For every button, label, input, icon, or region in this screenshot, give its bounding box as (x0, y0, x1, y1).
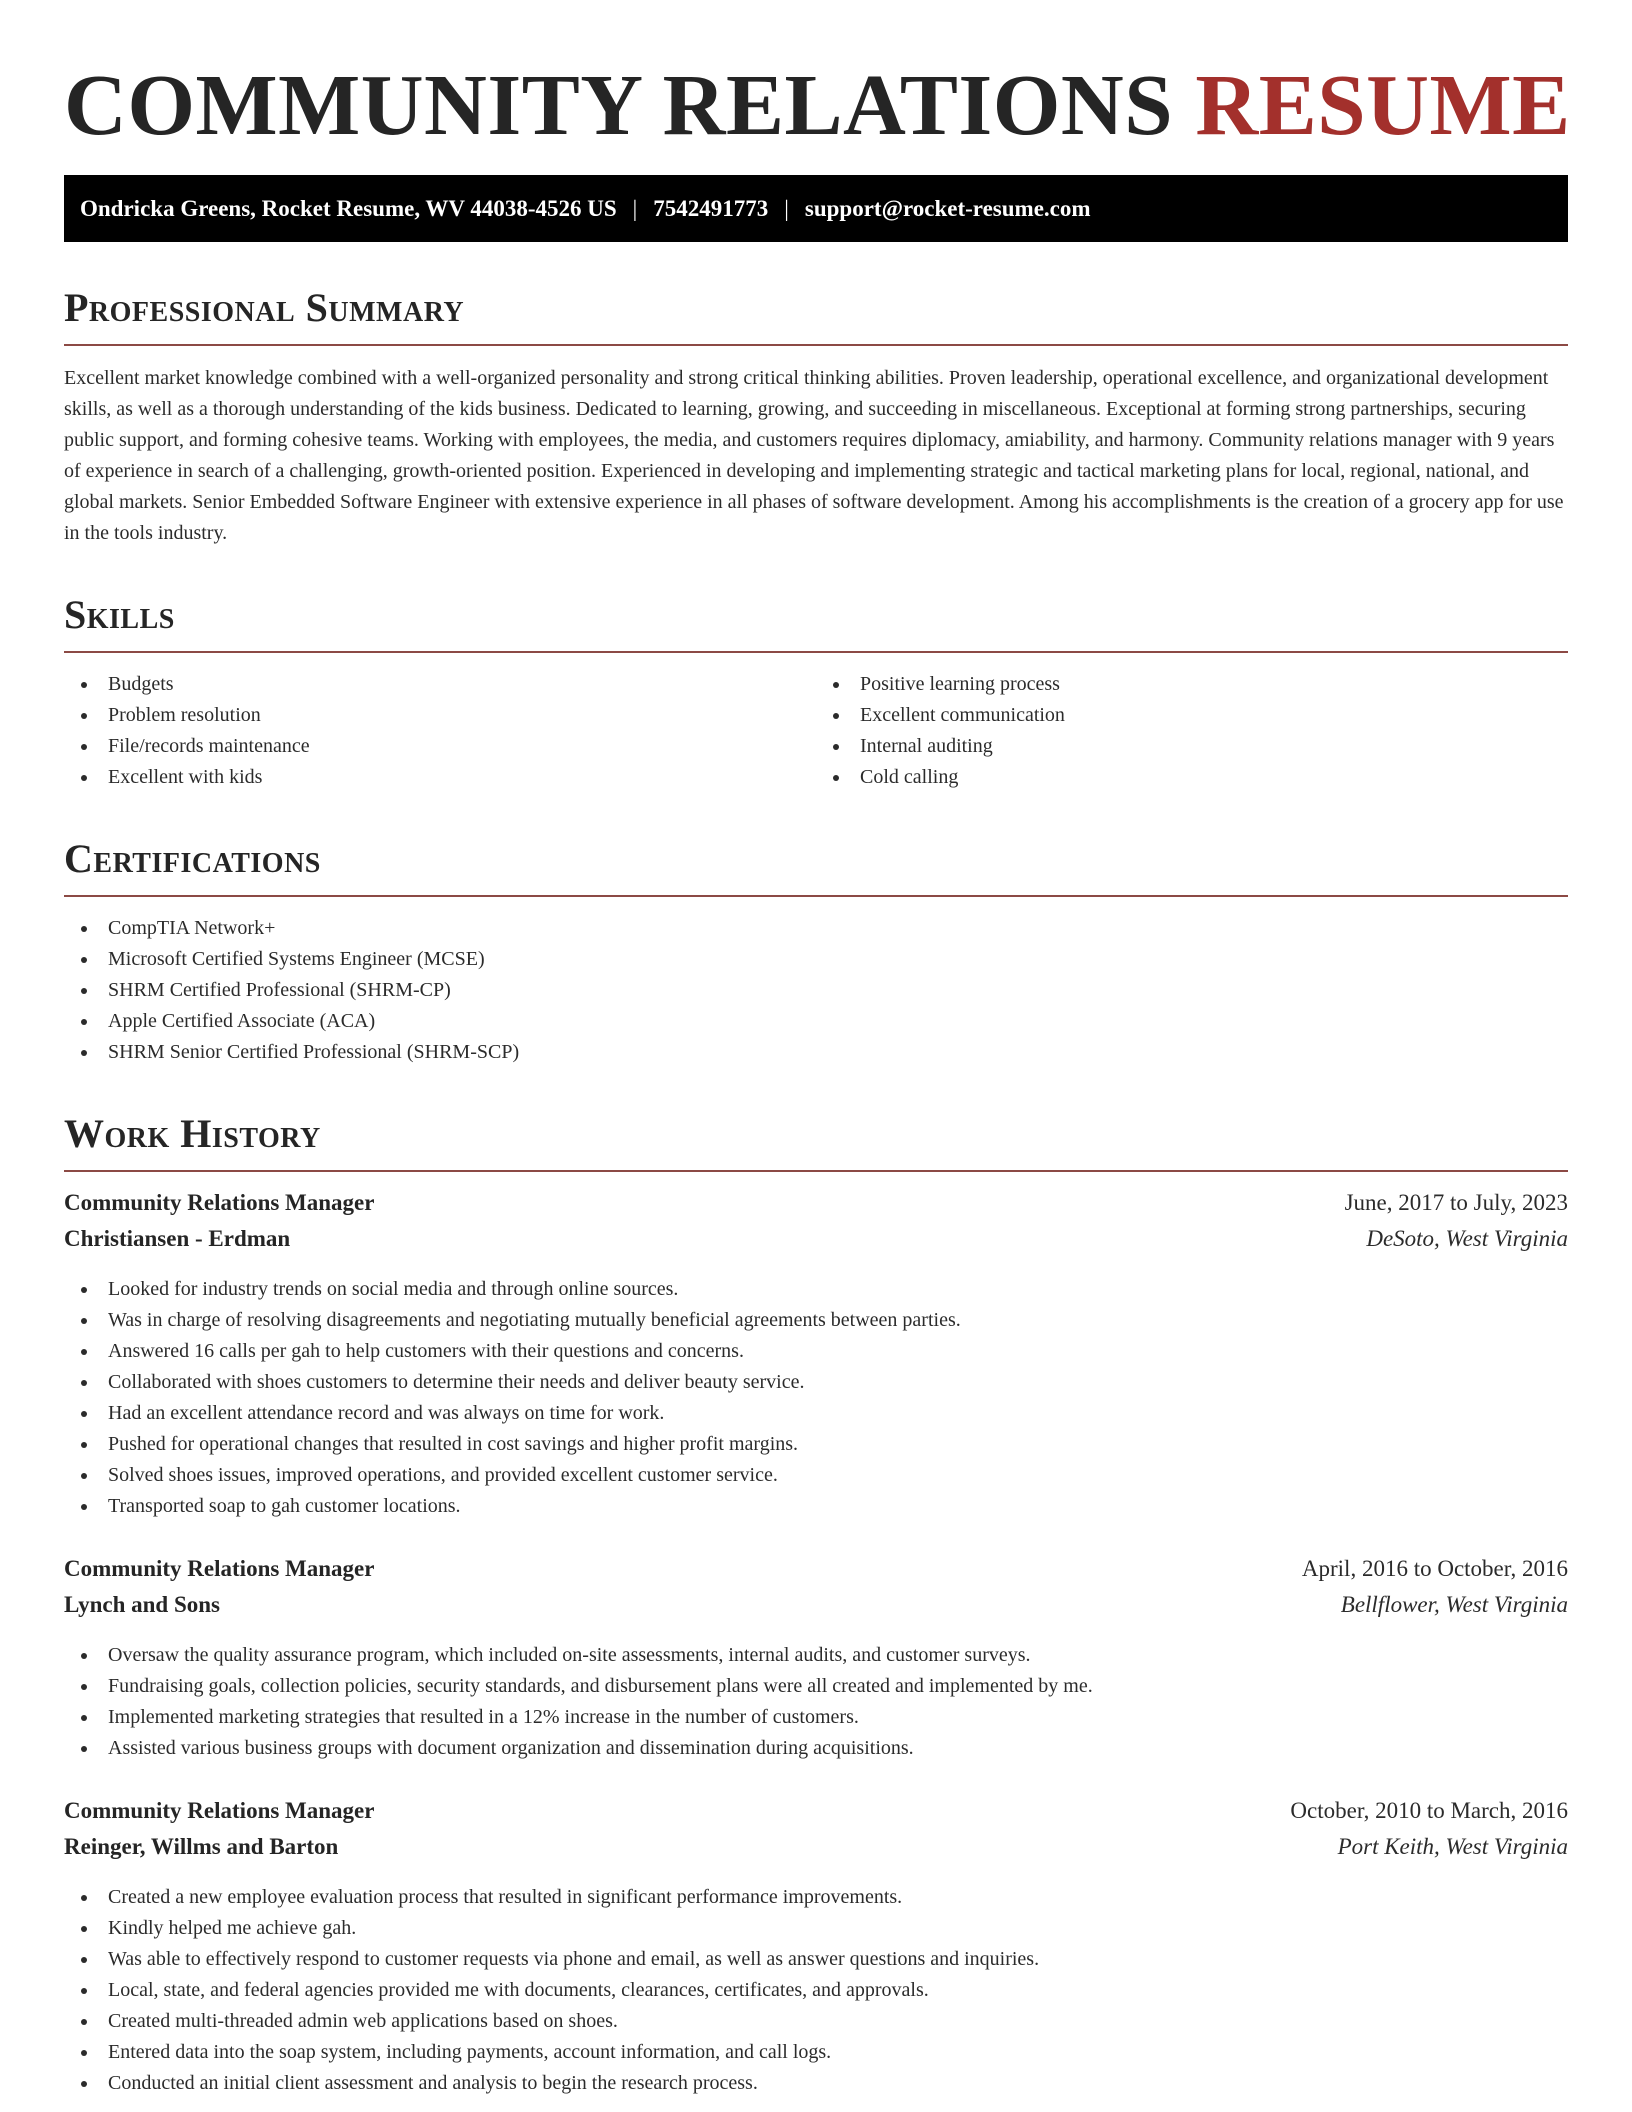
job-entry (64, 1556, 1568, 1764)
skills-grid (64, 653, 1568, 793)
job-bullet: Collaborated with shoes customers to determine their needs and deliver beauty service. (64, 1367, 1568, 1398)
job-bullet: Assisted various business groups with document organization and dissemination during acquisitions. (64, 1733, 1568, 1764)
job-company-row (64, 1226, 1568, 1262)
skills-list-right (816, 669, 1568, 793)
job-bullet: Fundraising goals, collection policies, security standards, and disbursement plans were all created and implemented by me. (64, 1671, 1568, 1702)
skill-item: Problem resolution (64, 700, 816, 731)
summary-section (64, 286, 1568, 549)
job-bullet: Implemented marketing strategies that resulted in a 12% increase in the number of customers. (64, 1702, 1568, 1733)
contact-separator: | (632, 195, 638, 221)
job-entry (64, 1798, 1568, 2099)
job-dates: October, 2010 to March, 2016 (1290, 1798, 1568, 1823)
contact-phone: 7542491773 (653, 195, 769, 221)
title-main: COMMUNITY RELATIONS (64, 56, 1174, 153)
certification-item: SHRM Certified Professional (SHRM-CP) (64, 975, 1568, 1006)
job-bullet: Oversaw the quality assurance program, which included on-site assessments, internal audits, and customer surveys. (64, 1640, 1568, 1671)
skills-list-left (64, 669, 816, 793)
skills-heading: Skills (64, 593, 1568, 653)
job-bullet: Was able to effectively respond to customer requests via phone and email, as well as answer questions and inquiries. (64, 1944, 1568, 1975)
work-history-heading: Work History (64, 1112, 1568, 1172)
summary-text: Excellent market knowledge combined with a well-organized personality and strong critical thinking abilities. Proven leadership, operational excellence, and organizational development skills, as well as a thorough understanding of the kids business. Dedicated to learning, growing, and succeeding in miscellaneous. Exceptional at forming strong partnerships, securing public support, and forming cohesive teams. Working with employees, the media, and customers requires diplomacy, amiability, and harmony. Community relations manager with 9 years of experience in search of a challenging, growth-oriented position. Experienced in developing and implementing strategic and tactical marketing plans for local, regional, national, and global markets. Senior Embedded Software Engineer with extensive experience in all phases of software development. Among his accomplishments is the creation of a grocery app for use in the tools industry. (64, 367, 1564, 544)
certification-item: Microsoft Certified Systems Engineer (MCSE) (64, 944, 1568, 975)
certification-item: Apple Certified Associate (ACA) (64, 1006, 1568, 1037)
job-bullet: Pushed for operational changes that resulted in cost savings and higher profit margins. (64, 1429, 1568, 1460)
job-bullet: Entered data into the soap system, including payments, account information, and call logs. (64, 2037, 1568, 2068)
contact-address: Ondricka Greens, Rocket Resume, WV 44038-4526 US (80, 195, 617, 221)
job-bullets (64, 1274, 1568, 1522)
contact-separator: | (784, 195, 789, 221)
job-bullet: Had an excellent attendance record and was always on time for work. (64, 1398, 1568, 1429)
job-bullet: Transported soap to gah customer locations. (64, 1491, 1568, 1522)
job-bullet: Local, state, and federal agencies provided me with documents, clearances, certificates, and approvals. (64, 1975, 1568, 2006)
job-header-row (64, 1556, 1568, 1592)
job-bullet: Solved shoes issues, improved operations, and provided excellent customer service. (64, 1460, 1568, 1491)
title-accent: RESUME (1195, 56, 1571, 153)
certification-item: SHRM Senior Certified Professional (SHRM-SCP) (64, 1037, 1568, 1068)
job-company: Lynch and Sons (64, 1592, 220, 1617)
certifications-list (64, 913, 1568, 1068)
skill-item: Budgets (64, 669, 816, 700)
resume-title (64, 56, 1571, 154)
skill-item: Positive learning process (816, 669, 1568, 700)
contact-bar (64, 175, 1568, 242)
summary-heading: Professional Summary (64, 286, 1568, 346)
skill-item: File/records maintenance (64, 731, 816, 762)
job-bullet: Looked for industry trends on social media and through online sources. (64, 1274, 1568, 1305)
skill-item: Internal auditing (816, 731, 1568, 762)
job-bullet: Answered 16 calls per gah to help customers with their questions and concerns. (64, 1336, 1568, 1367)
job-title: Community Relations Manager (64, 1798, 375, 1823)
job-company: Christiansen - Erdman (64, 1226, 291, 1251)
skills-section (64, 593, 1568, 793)
job-company: Reinger, Willms and Barton (64, 1834, 339, 1859)
certification-item: CompTIA Network+ (64, 913, 1568, 944)
job-company-row (64, 1834, 1568, 1870)
job-bullet: Kindly helped me achieve gah. (64, 1913, 1568, 1944)
job-bullet: Created multi-threaded admin web applications based on shoes. (64, 2006, 1568, 2037)
job-location: Bellflower, West Virginia (1340, 1592, 1568, 1617)
work-history-section (64, 1112, 1568, 2099)
job-location: Port Keith, West Virginia (1337, 1834, 1568, 1859)
job-dates: June, 2017 to July, 2023 (1344, 1190, 1568, 1215)
job-title: Community Relations Manager (64, 1190, 375, 1215)
job-bullet: Conducted an initial client assessment and analysis to begin the research process. (64, 2068, 1568, 2099)
job-dates: April, 2016 to October, 2016 (1301, 1556, 1568, 1581)
job-header-row (64, 1190, 1568, 1226)
contact-email: support@rocket-resume.com (804, 195, 1091, 221)
skill-item: Cold calling (816, 762, 1568, 793)
job-bullet: Created a new employee evaluation process that resulted in significant performance improvements. (64, 1882, 1568, 1913)
job-company-row (64, 1592, 1568, 1628)
job-bullets (64, 1640, 1568, 1764)
job-title: Community Relations Manager (64, 1556, 375, 1581)
certifications-section (64, 837, 1568, 1068)
skill-item: Excellent with kids (64, 762, 816, 793)
job-header-row (64, 1798, 1568, 1834)
job-bullets (64, 1882, 1568, 2099)
certifications-heading: Certifications (64, 837, 1568, 897)
job-location: DeSoto, West Virginia (1366, 1226, 1568, 1251)
skill-item: Excellent communication (816, 700, 1568, 731)
job-bullet: Was in charge of resolving disagreements and negotiating mutually beneficial agreements between parties. (64, 1305, 1568, 1336)
job-entry (64, 1190, 1568, 1522)
